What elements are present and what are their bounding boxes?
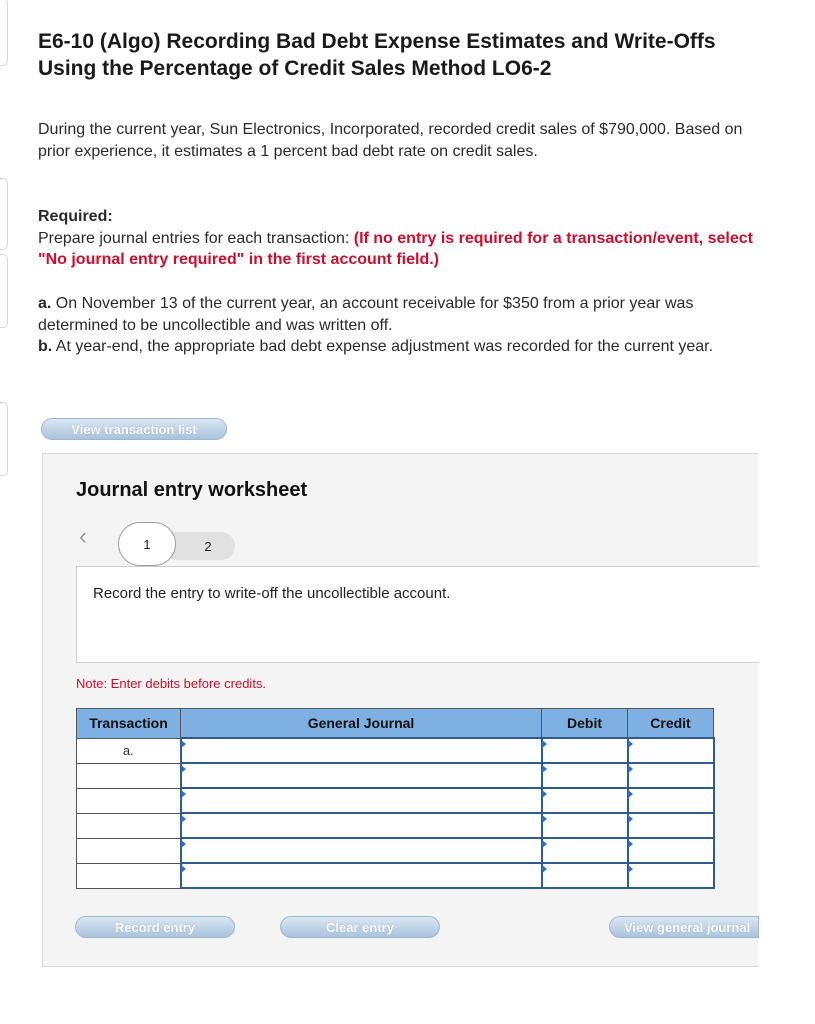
journal-entry-worksheet (42, 453, 758, 967)
header-general-journal: General Journal (181, 709, 542, 739)
debit-input[interactable] (542, 813, 628, 838)
chevron-left-icon[interactable]: ‹ (79, 523, 87, 550)
transaction-cell (77, 788, 181, 813)
debit-input[interactable] (542, 838, 628, 863)
view-transaction-list-button[interactable]: View transaction list (41, 418, 227, 440)
side-tab-3 (0, 254, 8, 328)
record-entry-button[interactable]: Record entry (75, 916, 235, 938)
credit-input[interactable] (628, 738, 714, 763)
debit-input[interactable] (542, 863, 628, 888)
page-tab-2[interactable]: 2 (163, 532, 235, 560)
item-letter: b. (38, 338, 53, 355)
problem-title: E6-10 (Algo) Recording Bad Debt Expense Estimates and Write-Offs Using the Percentage of Credit Sales Method LO6-2 (38, 30, 716, 80)
side-tab-2 (0, 178, 8, 250)
page-tab-1[interactable]: 1 (118, 522, 176, 566)
account-input[interactable] (181, 813, 542, 838)
instruction-text: Record the entry to write-off the uncollectible account. (93, 585, 451, 602)
table-row (77, 788, 714, 813)
header-credit: Credit (628, 709, 714, 739)
credit-input[interactable] (628, 838, 714, 863)
transaction-cell: a. (77, 738, 181, 763)
transaction-cell (77, 813, 181, 838)
transaction-item-b (38, 336, 768, 358)
debit-credit-note: Note: Enter debits before credits. (76, 676, 267, 691)
debit-input[interactable] (542, 788, 628, 813)
required-heading: Required: (38, 208, 113, 225)
table-row (77, 738, 714, 763)
required-instructions (38, 228, 768, 271)
item-text: On November 13 of the current year, an account receivable for $350 from a prior year was determined to be uncollectible and was written off. (38, 295, 694, 334)
credit-input[interactable] (628, 763, 714, 788)
transaction-cell (77, 763, 181, 788)
side-tab-1 (0, 0, 8, 66)
worksheet-title: Journal entry worksheet (76, 479, 308, 501)
table-row (77, 763, 714, 788)
header-debit: Debit (542, 709, 628, 739)
debit-input[interactable] (542, 738, 628, 763)
required-text: Prepare journal entries for each transaction: (38, 229, 354, 247)
required-note: (If no entry is required for a transaction/event, select "No journal entry required" in the first account field.) (38, 229, 753, 268)
header-transaction: Transaction (77, 709, 181, 739)
journal-table (76, 708, 715, 889)
required-block (38, 206, 768, 271)
credit-input[interactable] (628, 788, 714, 813)
side-tab-4 (0, 402, 8, 476)
problem-intro: During the current year, Sun Electronics, Incorporated, recorded credit sales of $790,000. Based on prior experience, it estimates a 1 percent bad debt rate on credit sales. (38, 121, 743, 160)
journal-header-row (77, 709, 714, 739)
transaction-item-a (38, 293, 768, 336)
transaction-cell (77, 863, 181, 888)
account-input[interactable] (181, 863, 542, 888)
credit-input[interactable] (628, 863, 714, 888)
view-general-journal-button[interactable]: View general journal (609, 916, 759, 938)
debit-input[interactable] (542, 763, 628, 788)
item-text: At year-end, the appropriate bad debt expense adjustment was recorded for the current year. (52, 338, 714, 355)
account-input[interactable] (181, 763, 542, 788)
table-row (77, 813, 714, 838)
account-input[interactable] (181, 738, 542, 763)
table-row (77, 863, 714, 888)
table-row (77, 838, 714, 863)
credit-input[interactable] (628, 813, 714, 838)
transaction-cell (77, 838, 181, 863)
account-input[interactable] (181, 838, 542, 863)
clear-entry-button[interactable]: Clear entry (280, 916, 440, 938)
instruction-box (76, 566, 759, 663)
transaction-list (38, 293, 768, 358)
account-input[interactable] (181, 788, 542, 813)
item-letter: a. (38, 295, 52, 312)
